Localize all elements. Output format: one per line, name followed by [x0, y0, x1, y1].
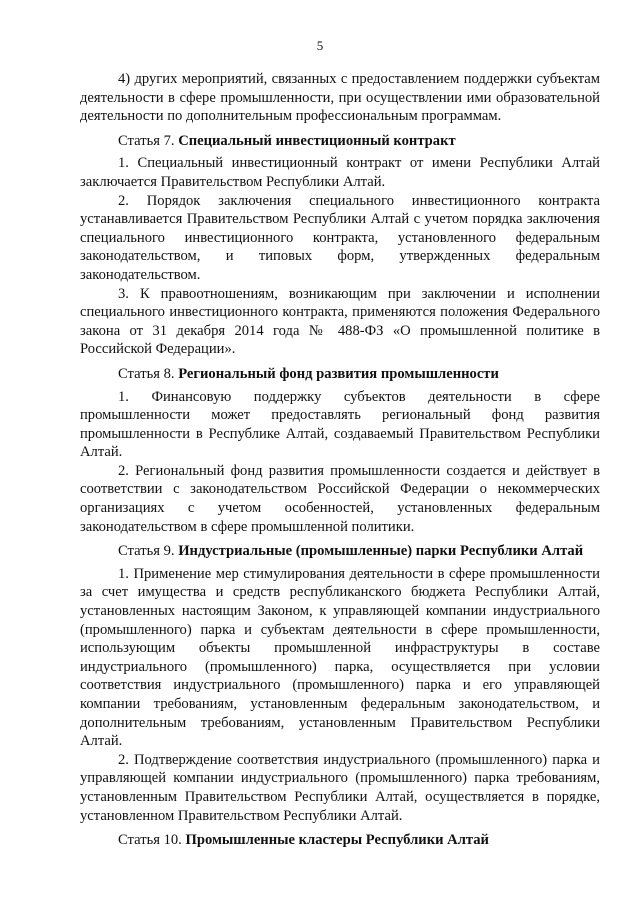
- paragraph: 1. Финансовую поддержку субъектов деятельности в сфере промышленности может предоставлять региональный фонд развития промышленности в Республике Алтай, создаваемый Правительством Республики Алтай.: [80, 388, 600, 461]
- page-number: 5: [316, 38, 324, 53]
- paragraph: 3. К правоотношениям, возникающим при заключении и исполнении специального инвестиционного контракта, применяются положения Федерального закона от 31 декабря 2014 года № 488-ФЗ «О промышленной политике в Российской Федерации».: [80, 285, 600, 358]
- article-title: Индустриальные (промышленные) парки Республики Алтай: [178, 543, 584, 560]
- article-number: Статья 7.: [118, 132, 179, 149]
- paragraph: 4) других мероприятий, связанных с предоставлением поддержки субъектам деятельности в сфере промышленности, при осуществлении ими образовательной деятельности по дополнительным профессиональным программам.: [80, 71, 600, 125]
- paragraph: 2. Региональный фонд развития промышленности создается и действует в соответствии с законодательством Российской Федерации о некоммерческих организациях с учетом особенностей, установленных федеральным законодательством в сфере промышленной политики.: [80, 462, 600, 535]
- document-body: [80, 70, 600, 854]
- article-number: Статья 10.: [118, 832, 186, 849]
- article-number: Статья 8.: [118, 365, 179, 382]
- article-title: Промышленные кластеры Республики Алтай: [185, 832, 489, 849]
- article-title: Региональный фонд развития промышленности: [178, 365, 499, 382]
- article-heading: [80, 831, 600, 850]
- article-number: Статья 9.: [118, 543, 179, 560]
- paragraph: 1. Специальный инвестиционный контракт от имени Республики Алтай заключается Правительством Республики Алтай.: [80, 155, 600, 190]
- article-heading: [80, 542, 600, 561]
- article-heading: [80, 365, 600, 384]
- paragraph: 2. Подтверждение соответствия индустриального (промышленного) парка и управляющей компании индустриального (промышленного) парка требованиям, установленным Правительством Республики Алтай, осуществляется в порядке, установленном Правительством Республики Алтай.: [80, 751, 600, 824]
- paragraph: 1. Применение мер стимулирования деятельности в сфере промышленности за счет имущества и средств республиканского бюджета Республики Алтай, установленных настоящим Законом, к управляющей компании индустриального (промышленного) парка и субъектам деятельности в сфере промышленности, использующим объекты промышленной инфраструктуры в составе индустриального (промышленного) парка, осуществляется при условии соответствия индустриального (промышленного) парка и его управляющей компании требованиям, установленным федеральным законодательством, и дополнительным требованиям, установленным Правительством Республики Алтай.: [80, 565, 600, 750]
- article-title: Специальный инвестиционный контракт: [178, 132, 456, 149]
- article-heading: [80, 132, 600, 151]
- paragraph: 2. Порядок заключения специального инвестиционного контракта устанавливается Правительством Республики Алтай с учетом порядка заключения специального инвестиционного контракта, установленного федеральным законодательством, и типовых форм, утвержденных федеральным законодательством.: [80, 192, 600, 283]
